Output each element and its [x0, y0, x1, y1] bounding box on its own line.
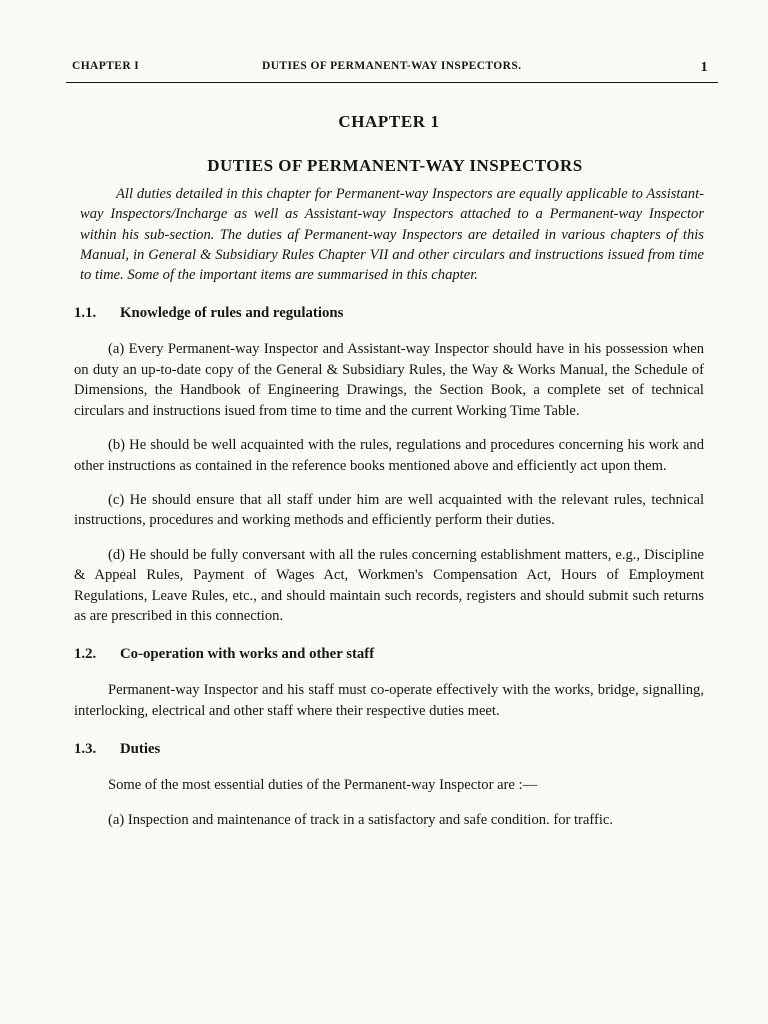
page-number: 1: [700, 60, 708, 75]
section-1-2: [66, 644, 704, 721]
chapter-heading: CHAPTER 1: [338, 112, 440, 131]
section-heading: [74, 739, 704, 759]
paragraph-1-1-a: (a) Every Permanent-way Inspector and Assistant-way Inspector should have in his possession when on duty an up-to-date copy of the General & Subsidiary Rules, the Way & Works Manual, the Schedule of Dimensions, the Handbook of Engineering Drawings, the Section Book, a complete set of technical circulars and instructions isued from time to time and the current Working Time Table.: [74, 341, 704, 419]
intro-paragraph: All duties detailed in this chapter for Permanent-way Inspectors are equally applicable to Assistant-way Inspectors/Incharge as well as Assistant-way Inspectors attached to a Permanent-way Inspector within his sub-section. The duties af Permanent-way Inspectors are detailed in various chapters of this Manual, in General & Subsidiary Rules Chapter VII and other circulars and instructions issued from time to time. Some of the important items are summarised in this chapter.: [80, 186, 704, 284]
section-1-1: [66, 303, 704, 626]
section-heading: [74, 644, 704, 664]
paragraph-1-2: Permanent-way Inspector and his staff must co-operate effectively with the works, bridge, signalling, interlocking, electrical and other staff where their respective duties meet.: [74, 682, 704, 719]
paragraph-1-3-intro: Some of the most essential duties of the Permanent-way Inspector are :—: [108, 777, 538, 794]
section-number: 1.1.: [74, 305, 97, 322]
page-title: DUTIES OF PERMANENT-WAY INSPECTORS: [207, 156, 583, 175]
paragraph-1-1-d: (d) He should be fully conversant with all the rules concerning establishment matters, e.g., Discipline & Appeal Rules, Payment of Wages Act, Workmen's Compensation Act, Hours of Employment Regulations, Leave Rules, etc., and should maintain such records, registers and should submit such returns as are prescribed in this connection.: [74, 546, 704, 624]
section-1-3: [66, 739, 704, 830]
section-number: 1.3.: [74, 741, 97, 758]
running-head-title: DUTIES OF PERMANENT-WAY INSPECTORS.: [262, 60, 522, 72]
paragraph-1-3-a: (a) Inspection and maintenance of track in a satisfactory and safe condition. for traffic.: [108, 811, 614, 828]
running-head-chapter: CHAPTER I: [72, 60, 140, 72]
running-head: [66, 56, 716, 80]
paragraph-1-1-b: (b) He should be well acquainted with the rules, regulations and procedures concerning his work and other instructions as contained in the reference books mentioned above and efficiently act upon them.: [74, 437, 704, 474]
section-title: Co-operation with works and other staff: [120, 646, 375, 663]
header-rule: [66, 82, 718, 83]
section-title: Knowledge of rules and regulations: [120, 305, 344, 322]
section-title: Duties: [120, 741, 161, 758]
section-heading: [74, 303, 704, 323]
page-body: [66, 112, 704, 830]
section-number: 1.2.: [74, 646, 97, 663]
paragraph-1-1-c: (c) He should ensure that all staff under him are well acquainted with the relevant rules, technical instructions, procedures and working methods and efficiently perform their duties.: [74, 491, 704, 529]
